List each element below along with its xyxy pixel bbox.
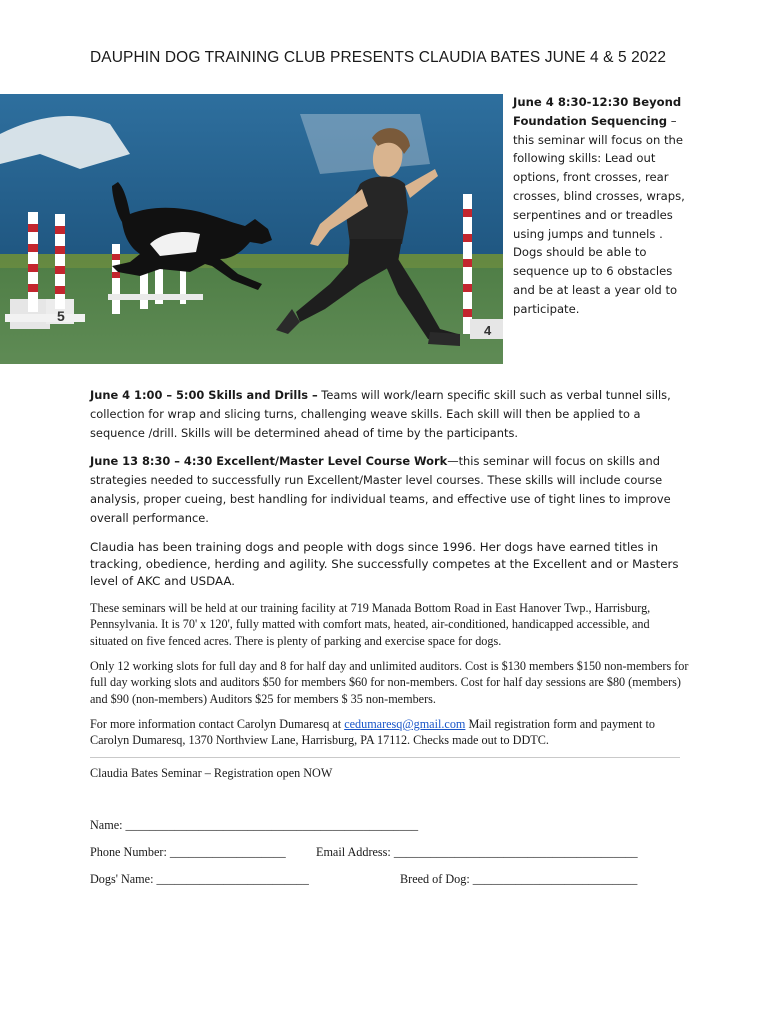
seminar-excellent-master-text: —this seminar will focus on skills and strategies needed to successfully run Excellent/Master level courses. These skills will include course analysis, proper cueing, best handling for individual teams, and effective use of tight lines to improve overall performance. (90, 454, 671, 525)
contact-text-post: Mail registration form and payment to Carolyn Dumaresq, 1370 Northview Lane, Harrisburg, PA 17112. Checks made out to DDTC. (90, 717, 655, 748)
seminar-beyond-foundation-text: –this seminar will focus on the following skills: Lead out options, front crosses, rear crosses, blind crosses, wraps, serpentines and or treadles using jumps and tunnels . Dogs should be able to sequence up to 6 obstacles and be at least a year old to participate. (513, 113, 685, 316)
dogs-name-field[interactable]: Dogs' Name: _________________________ (90, 872, 309, 886)
contact-text-pre: For more information contact Carolyn Dumaresq at (90, 717, 345, 731)
seminar-skills-drills-text: Teams will work/learn specific skill such as verbal tunnel sills, collection for wrap and slicing turns, challenging weave skills. Each skill will then be applied to a sequence /drill. Skills will be determined ahead of time by the participants. (90, 388, 671, 440)
phone-number-field[interactable]: Phone Number: ___________________ (90, 845, 286, 859)
agility-photo-image (0, 94, 503, 364)
slots-paragraph: Only 12 working slots for full day and 8 for half day and unlimited auditors. Cost is $130 members $150 non-members for full day working slots and auditors $50 for members $60 for non-members. Cost for half day sessions are $80 (members) and $90 (non-members) Auditors $25 for members $ 35 non-members. (90, 659, 689, 706)
facility-paragraph: These seminars will be held at our training facility at 719 Manada Bottom Road in East Hanover Twp., Harrisburg, Pennsylvania. It is 70' x 120', fully matted with comfort mats, heated, air-conditioned, handicapped accessible, and situated on five fenced acres. There is plenty of parking and exercise space for dogs. (90, 601, 651, 648)
name-field[interactable]: Name: ________________________________________________ (90, 818, 419, 832)
seminar-excellent-master (90, 452, 690, 528)
seminar-beyond-foundation (513, 93, 688, 319)
seminar-skills-drills-heading: June 4 1:00 – 5:00 Skills and Drills – (90, 388, 318, 402)
page-title: DAUPHIN DOG TRAINING CLUB PRESENTS CLAUDIA BATES JUNE 4 & 5 2022 (90, 49, 667, 66)
contact-paragraph (90, 716, 690, 749)
divider (90, 757, 680, 758)
email-address-field[interactable]: Email Address: ________________________________________ (316, 845, 638, 859)
seminar-beyond-foundation-heading: June 4 8:30-12:30 Beyond Foundation Sequencing (513, 95, 682, 128)
agility-photo (0, 94, 503, 364)
registration-title: Claudia Bates Seminar – Registration open NOW (90, 766, 333, 780)
contact-email-link[interactable]: cedumaresq@gmail.com (344, 717, 466, 731)
jump-number-4: 4 (484, 323, 492, 338)
seminar-skills-drills (90, 386, 690, 443)
jump-number-5: 5 (57, 308, 65, 324)
bio-paragraph: Claudia has been training dogs and people with dogs since 1996. Her dogs have earned titles in tracking, obedience, herding and agility. She successfully competes at the Excellent and or Masters level of AKC and USDAA. (90, 540, 679, 588)
seminar-excellent-master-heading: June 13 8:30 – 4:30 Excellent/Master Level Course Work (90, 454, 448, 468)
breed-of-dog-field[interactable]: Breed of Dog: ___________________________ (400, 872, 638, 886)
